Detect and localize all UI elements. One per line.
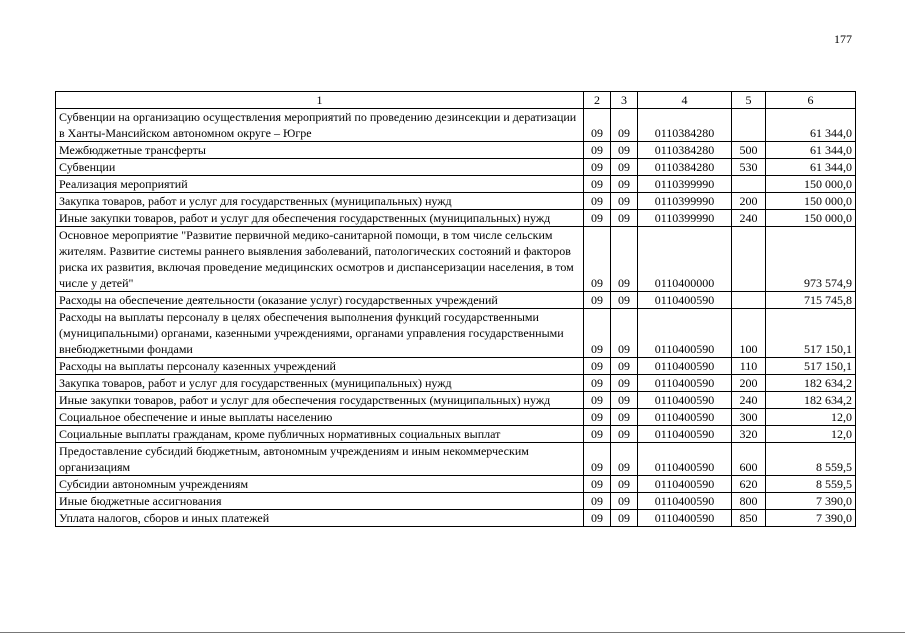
row-name-cell: Реализация мероприятий bbox=[56, 176, 584, 193]
row-expense-type-cell: 600 bbox=[732, 443, 766, 476]
row-section-cell: 09 bbox=[584, 443, 611, 476]
row-subsection-cell: 09 bbox=[611, 227, 638, 292]
row-expense-type-cell: 800 bbox=[732, 493, 766, 510]
row-expense-type-cell: 200 bbox=[732, 375, 766, 392]
row-subsection-cell: 09 bbox=[611, 309, 638, 358]
row-amount-cell: 8 559,5 bbox=[766, 443, 856, 476]
table-row bbox=[56, 426, 856, 443]
header-col-4: 4 bbox=[638, 92, 732, 109]
row-subsection-cell: 09 bbox=[611, 159, 638, 176]
row-name-cell: Субвенции bbox=[56, 159, 584, 176]
table-row bbox=[56, 510, 856, 527]
row-section-cell: 09 bbox=[584, 176, 611, 193]
table-row bbox=[56, 375, 856, 392]
row-section-cell: 09 bbox=[584, 210, 611, 227]
row-expense-type-cell: 240 bbox=[732, 210, 766, 227]
row-name-cell: Иные бюджетные ассигнования bbox=[56, 493, 584, 510]
row-section-cell: 09 bbox=[584, 159, 611, 176]
row-target-code-cell: 0110399990 bbox=[638, 176, 732, 193]
header-col-1: 1 bbox=[56, 92, 584, 109]
page-bottom-rule bbox=[0, 632, 905, 633]
row-subsection-cell: 09 bbox=[611, 292, 638, 309]
row-expense-type-cell: 110 bbox=[732, 358, 766, 375]
row-section-cell: 09 bbox=[584, 109, 611, 142]
row-amount-cell: 12,0 bbox=[766, 426, 856, 443]
header-col-3: 3 bbox=[611, 92, 638, 109]
table-row bbox=[56, 193, 856, 210]
table-row bbox=[56, 493, 856, 510]
row-subsection-cell: 09 bbox=[611, 392, 638, 409]
row-amount-cell: 8 559,5 bbox=[766, 476, 856, 493]
row-subsection-cell: 09 bbox=[611, 210, 638, 227]
row-expense-type-cell bbox=[732, 109, 766, 142]
row-section-cell: 09 bbox=[584, 493, 611, 510]
row-name-cell: Уплата налогов, сборов и иных платежей bbox=[56, 510, 584, 527]
row-name-cell: Межбюджетные трансферты bbox=[56, 142, 584, 159]
table-row bbox=[56, 159, 856, 176]
row-target-code-cell: 0110399990 bbox=[638, 210, 732, 227]
table-row bbox=[56, 142, 856, 159]
row-section-cell: 09 bbox=[584, 227, 611, 292]
row-expense-type-cell: 620 bbox=[732, 476, 766, 493]
row-name-cell: Субвенции на организацию осуществления мероприятий по проведению дезинсекции и дератизации в Ханты-Мансийском автономном округе – Югре bbox=[56, 109, 584, 142]
row-amount-cell: 517 150,1 bbox=[766, 358, 856, 375]
row-name-cell: Иные закупки товаров, работ и услуг для обеспечения государственных (муниципальных) нужд bbox=[56, 210, 584, 227]
row-name-cell: Основное мероприятие "Развитие первичной медико-санитарной помощи, в том числе сельским жителям. Развитие системы раннего выявления заболеваний, патологических состояний и факторов риска их развития, включая проведение медицинских осмотров и диспансеризации населения, в том числе у детей" bbox=[56, 227, 584, 292]
header-col-2: 2 bbox=[584, 92, 611, 109]
row-amount-cell: 150 000,0 bbox=[766, 176, 856, 193]
row-target-code-cell: 0110400590 bbox=[638, 358, 732, 375]
row-expense-type-cell: 530 bbox=[732, 159, 766, 176]
row-subsection-cell: 09 bbox=[611, 493, 638, 510]
row-amount-cell: 61 344,0 bbox=[766, 142, 856, 159]
row-section-cell: 09 bbox=[584, 292, 611, 309]
row-amount-cell: 150 000,0 bbox=[766, 210, 856, 227]
budget-table bbox=[55, 91, 856, 527]
table-header-row bbox=[56, 92, 856, 109]
row-amount-cell: 182 634,2 bbox=[766, 375, 856, 392]
table-row bbox=[56, 392, 856, 409]
row-subsection-cell: 09 bbox=[611, 426, 638, 443]
table-row bbox=[56, 309, 856, 358]
row-name-cell: Расходы на выплаты персоналу в целях обеспечения выполнения функций государственными (муниципальными) органами, казенными учреждениями, органами управления государственными внебюджетными фондами bbox=[56, 309, 584, 358]
row-section-cell: 09 bbox=[584, 409, 611, 426]
row-section-cell: 09 bbox=[584, 309, 611, 358]
row-amount-cell: 150 000,0 bbox=[766, 193, 856, 210]
row-target-code-cell: 0110400590 bbox=[638, 443, 732, 476]
row-name-cell: Предоставление субсидий бюджетным, автономным учреждениям и иным некоммерческим организациям bbox=[56, 443, 584, 476]
row-expense-type-cell: 320 bbox=[732, 426, 766, 443]
row-target-code-cell: 0110400590 bbox=[638, 409, 732, 426]
row-subsection-cell: 09 bbox=[611, 109, 638, 142]
row-amount-cell: 7 390,0 bbox=[766, 493, 856, 510]
row-section-cell: 09 bbox=[584, 358, 611, 375]
row-amount-cell: 715 745,8 bbox=[766, 292, 856, 309]
table-row bbox=[56, 476, 856, 493]
row-expense-type-cell: 300 bbox=[732, 409, 766, 426]
table-row bbox=[56, 443, 856, 476]
table-row bbox=[56, 292, 856, 309]
row-name-cell: Закупка товаров, работ и услуг для государственных (муниципальных) нужд bbox=[56, 193, 584, 210]
row-target-code-cell: 0110400590 bbox=[638, 493, 732, 510]
row-amount-cell: 517 150,1 bbox=[766, 309, 856, 358]
row-target-code-cell: 0110400590 bbox=[638, 309, 732, 358]
row-name-cell: Иные закупки товаров, работ и услуг для обеспечения государственных (муниципальных) нужд bbox=[56, 392, 584, 409]
row-name-cell: Социальное обеспечение и иные выплаты населению bbox=[56, 409, 584, 426]
row-target-code-cell: 0110400590 bbox=[638, 375, 732, 392]
row-expense-type-cell bbox=[732, 176, 766, 193]
row-target-code-cell: 0110400590 bbox=[638, 426, 732, 443]
row-section-cell: 09 bbox=[584, 426, 611, 443]
row-subsection-cell: 09 bbox=[611, 358, 638, 375]
table-row bbox=[56, 227, 856, 292]
row-section-cell: 09 bbox=[584, 510, 611, 527]
row-target-code-cell: 0110384280 bbox=[638, 142, 732, 159]
row-subsection-cell: 09 bbox=[611, 443, 638, 476]
row-amount-cell: 61 344,0 bbox=[766, 109, 856, 142]
row-section-cell: 09 bbox=[584, 375, 611, 392]
row-target-code-cell: 0110400590 bbox=[638, 292, 732, 309]
row-expense-type-cell: 200 bbox=[732, 193, 766, 210]
row-expense-type-cell: 240 bbox=[732, 392, 766, 409]
row-subsection-cell: 09 bbox=[611, 142, 638, 159]
row-name-cell: Закупка товаров, работ и услуг для государственных (муниципальных) нужд bbox=[56, 375, 584, 392]
row-target-code-cell: 0110384280 bbox=[638, 159, 732, 176]
row-expense-type-cell: 100 bbox=[732, 309, 766, 358]
row-section-cell: 09 bbox=[584, 142, 611, 159]
row-subsection-cell: 09 bbox=[611, 510, 638, 527]
header-col-6: 6 bbox=[766, 92, 856, 109]
row-amount-cell: 182 634,2 bbox=[766, 392, 856, 409]
page-number: 177 bbox=[834, 32, 852, 46]
row-target-code-cell: 0110384280 bbox=[638, 109, 732, 142]
row-amount-cell: 7 390,0 bbox=[766, 510, 856, 527]
row-subsection-cell: 09 bbox=[611, 409, 638, 426]
row-name-cell: Социальные выплаты гражданам, кроме публичных нормативных социальных выплат bbox=[56, 426, 584, 443]
row-expense-type-cell: 500 bbox=[732, 142, 766, 159]
row-section-cell: 09 bbox=[584, 392, 611, 409]
table-row bbox=[56, 358, 856, 375]
row-target-code-cell: 0110400590 bbox=[638, 510, 732, 527]
row-amount-cell: 12,0 bbox=[766, 409, 856, 426]
row-subsection-cell: 09 bbox=[611, 193, 638, 210]
row-target-code-cell: 0110400000 bbox=[638, 227, 732, 292]
row-name-cell: Субсидии автономным учреждениям bbox=[56, 476, 584, 493]
row-subsection-cell: 09 bbox=[611, 176, 638, 193]
table-row bbox=[56, 109, 856, 142]
row-section-cell: 09 bbox=[584, 193, 611, 210]
row-name-cell: Расходы на обеспечение деятельности (оказание услуг) государственных учреждений bbox=[56, 292, 584, 309]
row-amount-cell: 61 344,0 bbox=[766, 159, 856, 176]
table-row bbox=[56, 176, 856, 193]
row-target-code-cell: 0110400590 bbox=[638, 476, 732, 493]
row-expense-type-cell bbox=[732, 292, 766, 309]
table-row bbox=[56, 210, 856, 227]
row-target-code-cell: 0110400590 bbox=[638, 392, 732, 409]
row-target-code-cell: 0110399990 bbox=[638, 193, 732, 210]
row-expense-type-cell: 850 bbox=[732, 510, 766, 527]
table-body bbox=[56, 109, 856, 527]
table-row bbox=[56, 409, 856, 426]
row-subsection-cell: 09 bbox=[611, 476, 638, 493]
row-subsection-cell: 09 bbox=[611, 375, 638, 392]
row-amount-cell: 973 574,9 bbox=[766, 227, 856, 292]
row-section-cell: 09 bbox=[584, 476, 611, 493]
row-expense-type-cell bbox=[732, 227, 766, 292]
row-name-cell: Расходы на выплаты персоналу казенных учреждений bbox=[56, 358, 584, 375]
header-col-5: 5 bbox=[732, 92, 766, 109]
